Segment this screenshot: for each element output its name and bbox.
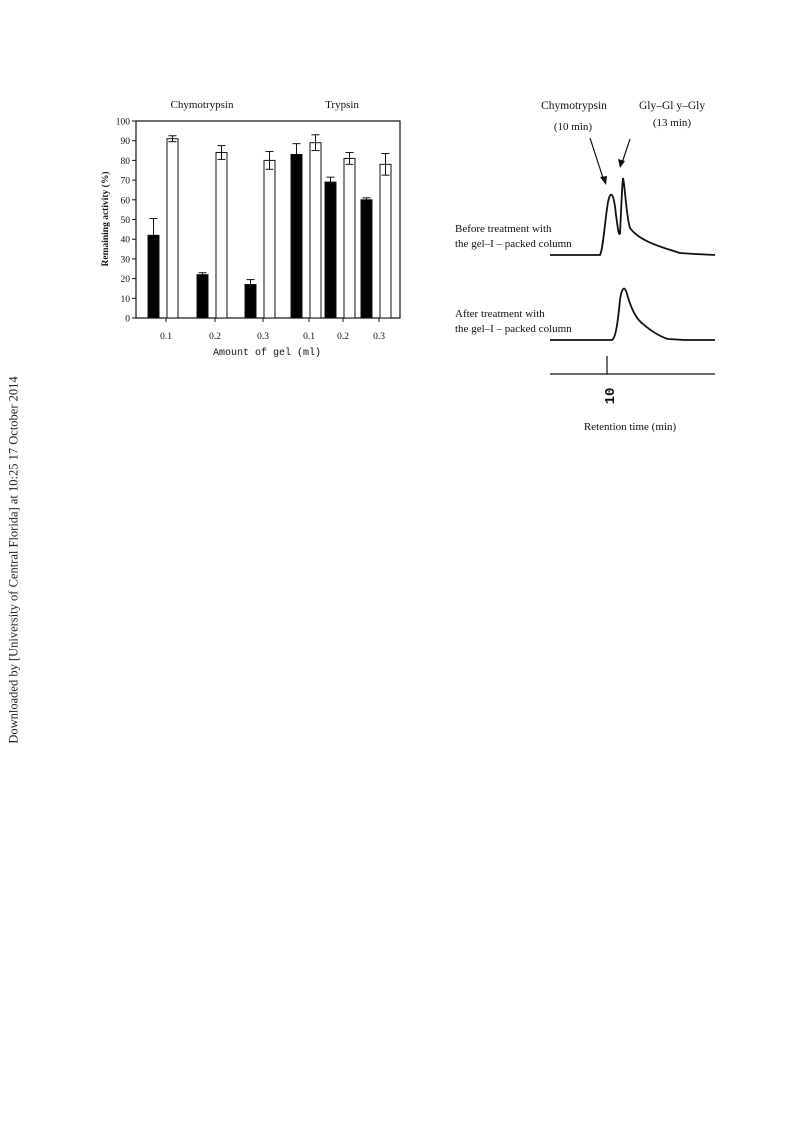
x-axis-label: Amount of gel (ml) — [212, 348, 322, 359]
y-tick-label: 0 — [125, 314, 130, 325]
x-tick-label: 0.3 — [373, 332, 385, 342]
x-tick-label: 0.3 — [257, 332, 269, 342]
bar-open — [310, 143, 321, 318]
x-tick-label: 0.2 — [209, 332, 221, 342]
y-tick-label: 10 — [120, 294, 130, 305]
arrow-chymotrypsin-head — [600, 176, 607, 185]
y-tick-label: 60 — [120, 196, 130, 207]
y-tick-label: 70 — [120, 176, 130, 187]
trace-before-label-line1: Before treatment with — [455, 223, 552, 235]
bar-y-ticks — [116, 118, 136, 325]
arrow-glygly-line — [622, 139, 630, 163]
y-tick-label: 40 — [120, 235, 130, 246]
peak-time-glygly: (13 min) — [652, 117, 692, 129]
bar-filled — [361, 200, 372, 318]
chromatogram-figure — [440, 90, 740, 450]
bar-filled — [197, 275, 208, 318]
trace-before-label-line2: the gel–I – packed column — [455, 238, 572, 250]
peak-label-chymotrypsin: Chymotrypsin — [541, 100, 607, 112]
bar-x-ticks — [160, 318, 385, 342]
trace-after-chromatogram — [550, 289, 715, 340]
y-tick-label: 30 — [120, 255, 130, 266]
bar-filled — [148, 235, 159, 318]
group-label-trypsin: Trypsin — [325, 99, 359, 111]
bar-filled — [245, 285, 256, 318]
bar-open — [380, 164, 391, 318]
activity-bar-chart — [90, 90, 420, 380]
y-tick-label: 20 — [120, 275, 130, 286]
download-note-text: Downloaded by [University of Central Florida] at 10:25 17 October 2014 — [6, 376, 21, 744]
y-tick-label: 90 — [120, 137, 130, 148]
x-tick-label: 0.1 — [160, 332, 172, 342]
bar-open — [167, 139, 178, 318]
trace-after-label-line2: the gel–I – packed column — [455, 323, 572, 335]
trace-before-chromatogram — [550, 178, 715, 255]
group-label-chymotrypsin: Chymotrypsin — [170, 99, 234, 111]
trace-after-label-line1: After treatment with — [455, 308, 545, 320]
bar-open — [264, 160, 275, 318]
peak-time-chymotrypsin: (10 min) — [553, 121, 593, 133]
bar-filled — [325, 182, 336, 318]
y-axis-label: Remaining activity (%) — [101, 171, 111, 267]
peak-label-glygly: Gly–Gl y–Gly — [638, 100, 706, 112]
x-tick-label: 0.1 — [303, 332, 315, 342]
y-tick-label: 50 — [120, 216, 130, 226]
y-tick-label: 80 — [120, 156, 130, 167]
retention-axis-label: Retention time (min) — [583, 421, 677, 433]
x-tick-label: 0.2 — [337, 332, 349, 342]
bar-filled — [291, 154, 302, 318]
retention-tick-label: 10 — [603, 387, 619, 405]
y-tick-label: 100 — [115, 117, 130, 128]
bar-open — [216, 153, 227, 318]
arrow-chymotrypsin-line — [590, 138, 604, 181]
bar-marks — [148, 135, 391, 318]
bar-open — [344, 158, 355, 318]
arrow-glygly-head — [618, 159, 625, 168]
